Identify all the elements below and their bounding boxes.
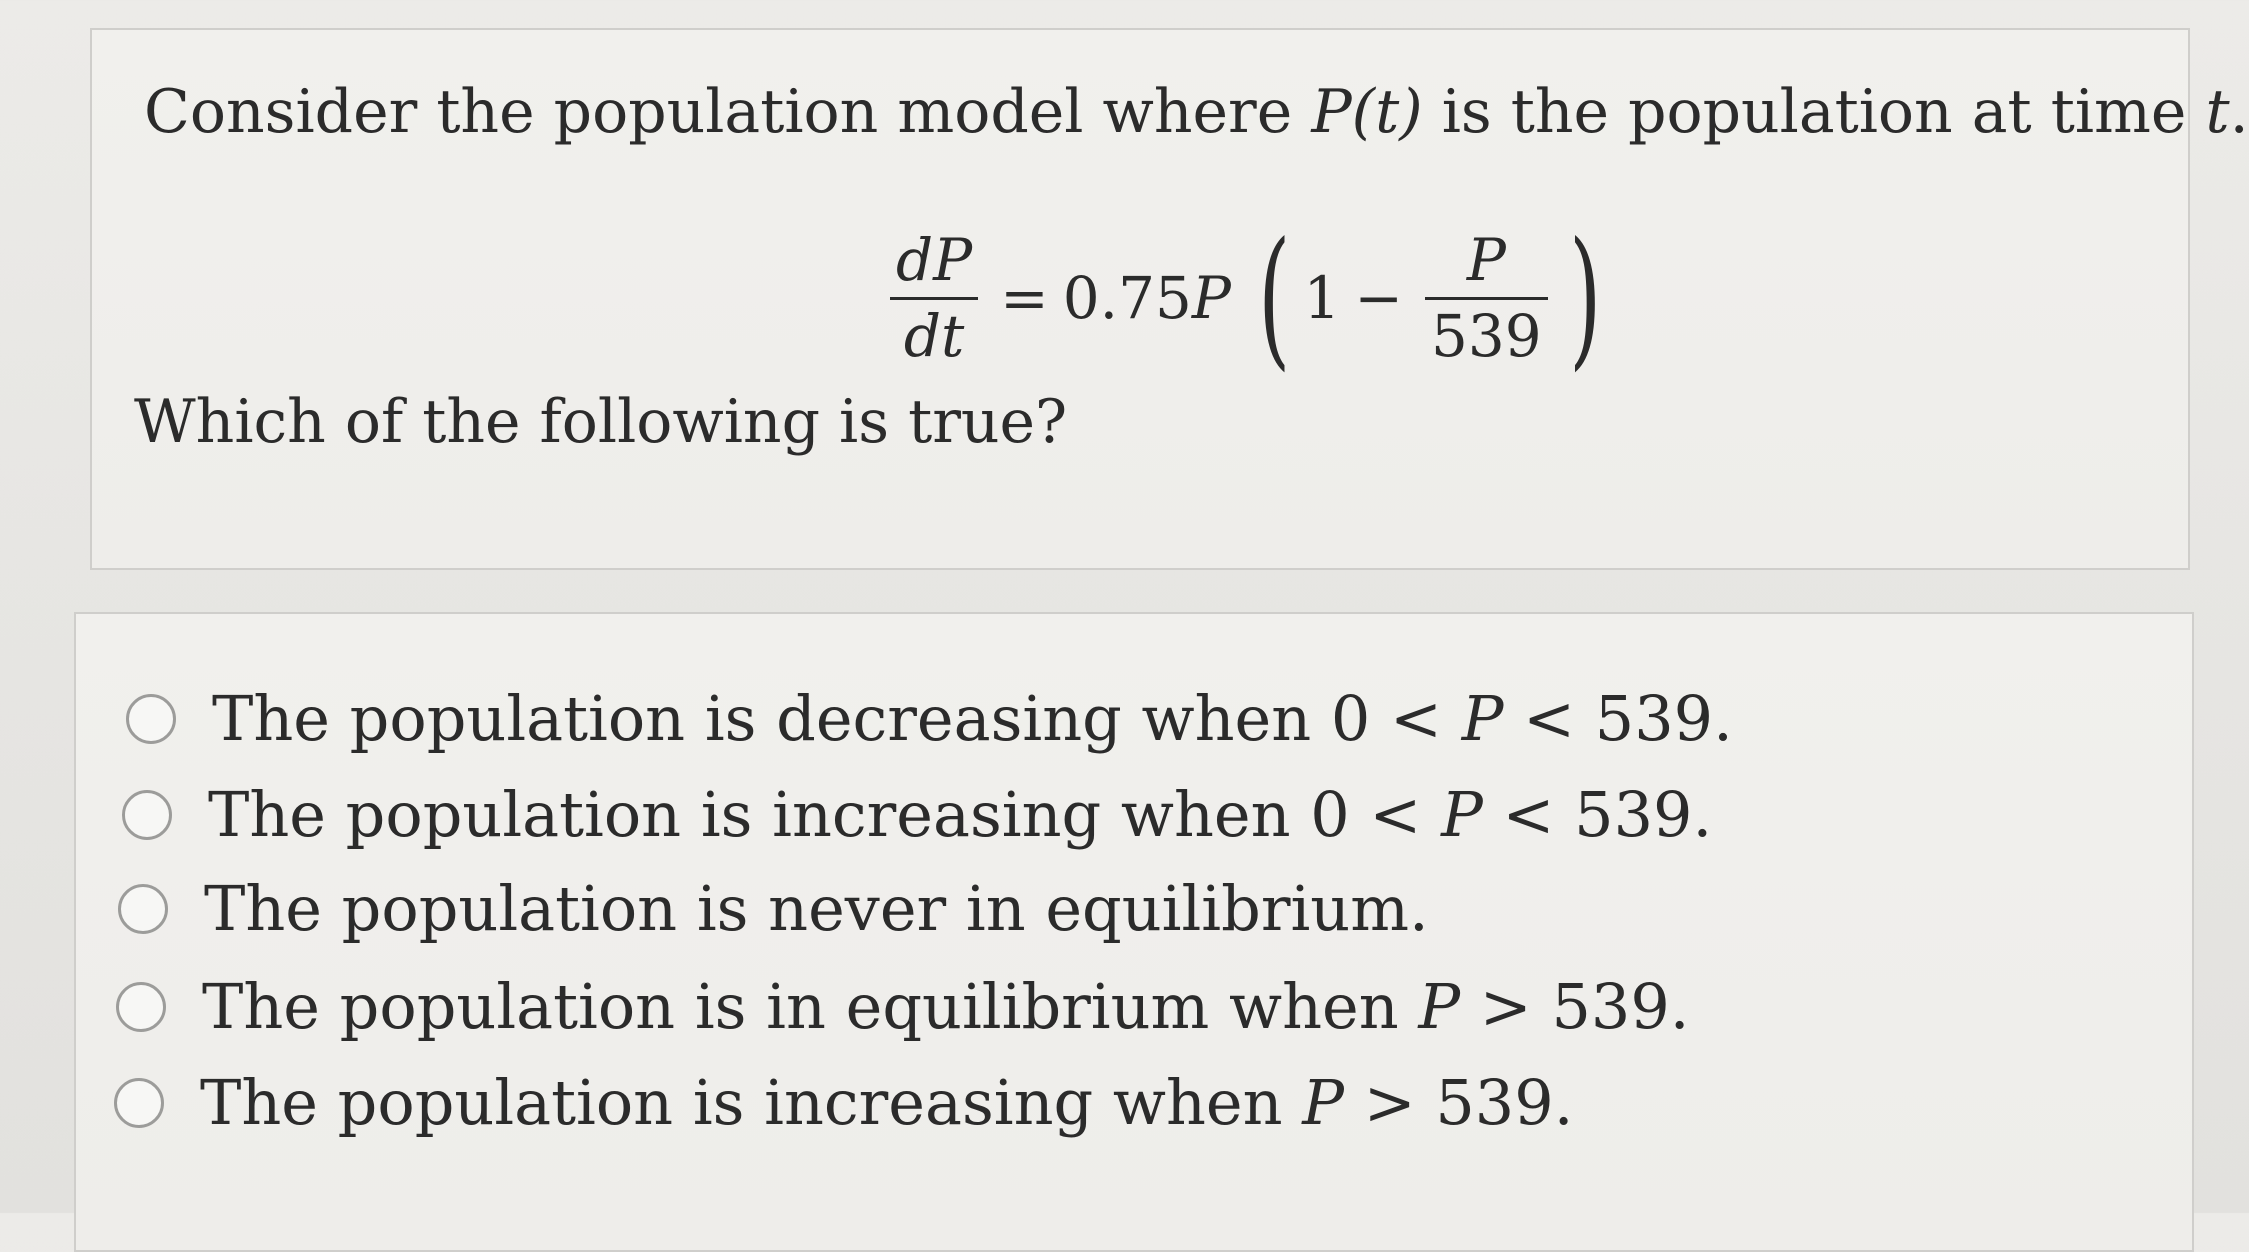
- derivative-denominator: dt: [903, 301, 965, 370]
- option-label: The population is increasing when 0 < P < 539.: [208, 778, 1713, 851]
- derivative-fraction: [890, 225, 978, 370]
- question-prompt: Which of the following is true?: [134, 387, 1068, 457]
- answer-option-5[interactable]: [114, 1066, 1574, 1139]
- answer-option-1[interactable]: [126, 682, 1733, 755]
- question-intro-text-a: Consider the population model where: [144, 77, 1312, 147]
- question-intro-text-b: is the population at time: [1422, 77, 2206, 147]
- question-intro-function: P(t): [1311, 77, 1423, 147]
- answer-option-2[interactable]: [122, 778, 1713, 851]
- radio-button[interactable]: [126, 694, 176, 744]
- question-intro-period: .: [2229, 77, 2249, 147]
- option-label: The population is never in equilibrium.: [204, 872, 1429, 945]
- logistic-equation: [882, 211, 1614, 385]
- radio-button[interactable]: [118, 884, 168, 934]
- question-intro: [144, 77, 2249, 147]
- capacity-numerator: P: [1466, 225, 1506, 294]
- fraction-bar: [1425, 297, 1548, 300]
- inner-one: 1: [1303, 264, 1341, 332]
- capacity-fraction: [1425, 225, 1548, 370]
- radio-button[interactable]: [116, 982, 166, 1032]
- population-variable: P: [1191, 264, 1231, 332]
- left-paren: (: [1258, 211, 1291, 385]
- question-panel: [90, 28, 2249, 570]
- answer-option-4[interactable]: [116, 970, 1690, 1043]
- option-label: The population is decreasing when 0 < P < 539.: [212, 682, 1733, 755]
- equals-sign: =: [1000, 264, 1049, 332]
- capacity-denominator: 539: [1430, 301, 1542, 370]
- answer-option-3[interactable]: [118, 872, 1429, 945]
- question-intro-variable: t: [2205, 77, 2230, 147]
- growth-coefficient: 0.75: [1062, 264, 1192, 332]
- fraction-bar: [890, 297, 978, 300]
- radio-button[interactable]: [114, 1078, 164, 1128]
- right-paren: ): [1568, 211, 1602, 385]
- option-label: The population is in equilibrium when P > 539.: [202, 970, 1690, 1043]
- option-label: The population is increasing when P > 539.: [200, 1066, 1574, 1139]
- minus-sign: −: [1354, 264, 1403, 332]
- derivative-numerator: dP: [896, 225, 973, 294]
- radio-button[interactable]: [122, 790, 172, 840]
- options-panel: [74, 612, 2194, 1252]
